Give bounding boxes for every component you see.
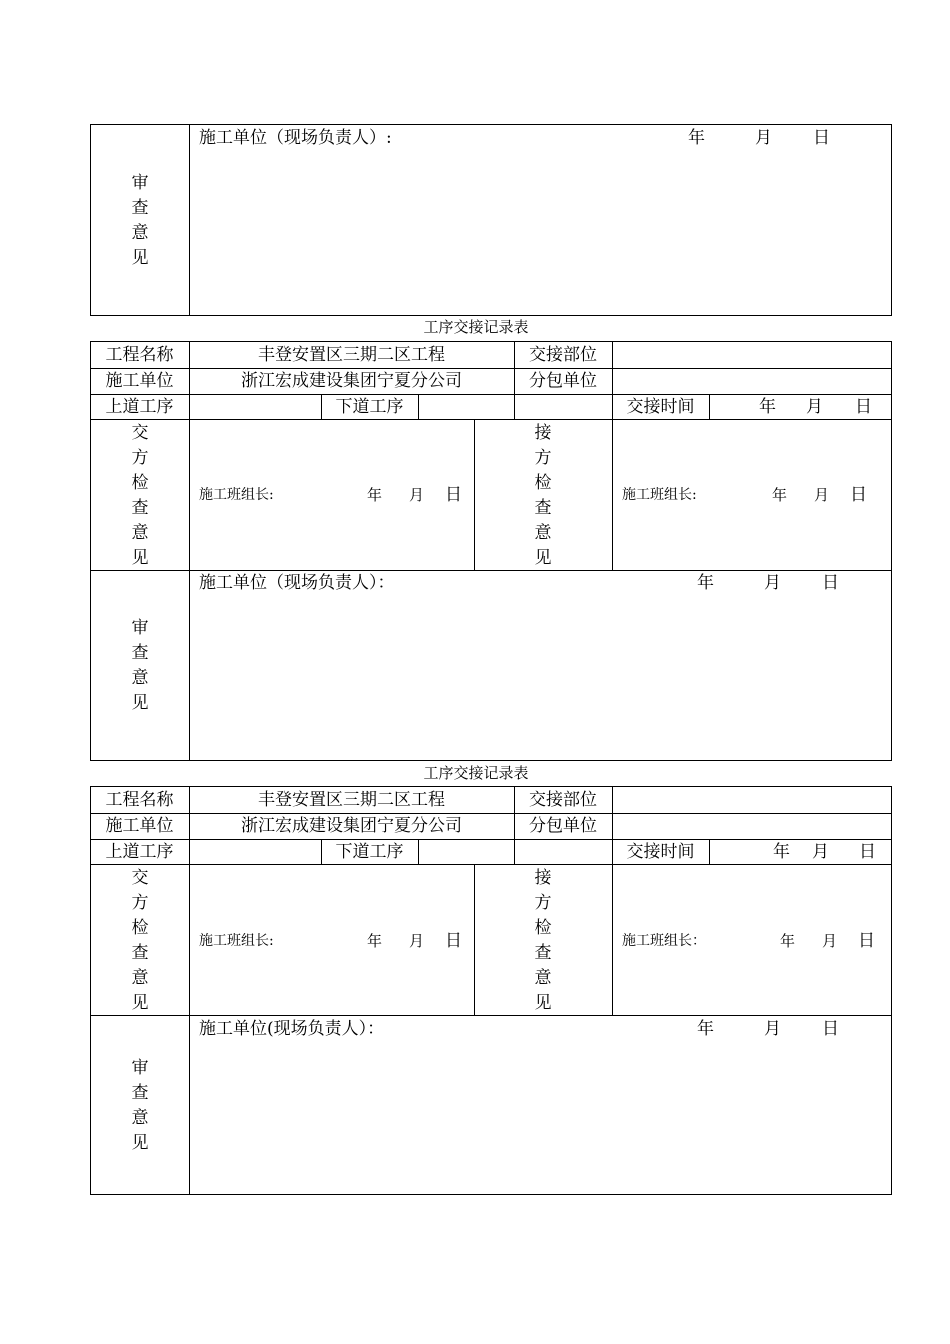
construction-unit-value: 浙江宏成建设集团宁夏分公司 bbox=[241, 371, 462, 391]
handover-part-label: 交接部位 bbox=[529, 345, 597, 365]
col-line bbox=[474, 419, 475, 570]
next-process-label: 下道工序 bbox=[335, 397, 404, 417]
col-line bbox=[612, 864, 613, 1015]
col-line bbox=[189, 341, 190, 761]
day-label: 日 bbox=[858, 931, 875, 951]
col-line bbox=[474, 864, 475, 1015]
row-line bbox=[90, 839, 892, 840]
year-label: 年 bbox=[759, 397, 776, 417]
project-name-value: 丰登安置区三期二区工程 bbox=[258, 790, 445, 810]
giver-team-leader-label: 施工班组长: bbox=[199, 933, 274, 949]
handover-time-label: 交接时间 bbox=[626, 842, 695, 862]
month-label: 月 bbox=[755, 128, 772, 148]
row-line bbox=[90, 1015, 892, 1016]
day-label: 日 bbox=[859, 842, 876, 862]
receiver-team-leader-label: 施工班组长: bbox=[622, 487, 697, 503]
next-process-label: 下道工序 bbox=[335, 842, 404, 862]
row-line bbox=[90, 419, 892, 420]
subcontract-unit-label: 分包单位 bbox=[529, 816, 597, 836]
row-line bbox=[90, 368, 892, 369]
receiver-inspection-label: 接方检查意见 bbox=[534, 423, 552, 568]
month-label: 月 bbox=[764, 1019, 781, 1039]
day-label: 日 bbox=[822, 573, 839, 593]
construction-unit-site-manager-label: 施工单位(现场负责人）： bbox=[199, 1019, 385, 1039]
month-label: 月 bbox=[814, 486, 830, 504]
row-line bbox=[90, 394, 892, 395]
month-label: 月 bbox=[409, 932, 425, 950]
project-name-label: 工程名称 bbox=[105, 790, 174, 810]
year-label: 年 bbox=[773, 842, 790, 862]
col-line bbox=[189, 786, 190, 1195]
year-label: 年 bbox=[697, 573, 714, 593]
review-opinion-label: 审查意见 bbox=[131, 173, 149, 268]
construction-unit-label: 施工单位 bbox=[105, 371, 174, 391]
construction-unit-site-manager-label: 施工单位（现场负责人）： bbox=[199, 573, 395, 593]
review-opinion-label: 审查意见 bbox=[131, 618, 149, 713]
col-line bbox=[418, 839, 419, 864]
construction-unit-value: 浙江宏成建设集团宁夏分公司 bbox=[241, 816, 462, 836]
day-label: 日 bbox=[850, 485, 867, 505]
month-label: 月 bbox=[806, 397, 823, 417]
receiver-team-leader-label: 施工班组长： bbox=[622, 933, 706, 949]
giver-team-leader-label: 施工班组长: bbox=[199, 487, 274, 503]
day-label: 日 bbox=[822, 1019, 839, 1039]
form-border bbox=[90, 786, 892, 1195]
construction-unit-site-manager-label: 施工单位（现场负责人）: bbox=[199, 128, 392, 148]
year-label: 年 bbox=[688, 128, 705, 148]
giver-inspection-label: 交方检查意见 bbox=[131, 868, 149, 1013]
year-label: 年 bbox=[367, 932, 383, 950]
year-label: 年 bbox=[697, 1019, 714, 1039]
project-name-value: 丰登安置区三期二区工程 bbox=[258, 345, 445, 365]
col-line bbox=[709, 394, 710, 419]
day-label: 日 bbox=[855, 397, 872, 417]
divider bbox=[189, 124, 190, 316]
col-line bbox=[709, 839, 710, 864]
row-line bbox=[90, 813, 892, 814]
subcontract-unit-label: 分包单位 bbox=[529, 371, 597, 391]
month-label: 月 bbox=[409, 486, 425, 504]
row-line bbox=[90, 570, 892, 571]
project-name-label: 工程名称 bbox=[105, 345, 174, 365]
col-line bbox=[418, 394, 419, 419]
day-label: 日 bbox=[813, 128, 830, 148]
prev-process-label: 上道工序 bbox=[105, 397, 174, 417]
year-label: 年 bbox=[780, 932, 796, 950]
prev-process-label: 上道工序 bbox=[105, 842, 174, 862]
row-line bbox=[90, 864, 892, 865]
year-label: 年 bbox=[367, 486, 383, 504]
month-label: 月 bbox=[822, 932, 838, 950]
col-line bbox=[612, 419, 613, 570]
top-review-border bbox=[90, 124, 892, 316]
construction-unit-label: 施工单位 bbox=[105, 816, 174, 836]
handover-time-label: 交接时间 bbox=[626, 397, 695, 417]
form-caption: 工序交接记录表 bbox=[423, 318, 529, 336]
year-label: 年 bbox=[772, 486, 788, 504]
month-label: 月 bbox=[812, 842, 829, 862]
form-caption: 工序交接记录表 bbox=[423, 764, 529, 782]
day-label: 日 bbox=[445, 931, 462, 951]
day-label: 日 bbox=[445, 485, 462, 505]
month-label: 月 bbox=[764, 573, 781, 593]
receiver-inspection-label: 接方检查意见 bbox=[534, 868, 552, 1013]
handover-part-label: 交接部位 bbox=[529, 790, 597, 810]
review-opinion-label: 审查意见 bbox=[131, 1058, 149, 1153]
giver-inspection-label: 交方检查意见 bbox=[131, 423, 149, 568]
